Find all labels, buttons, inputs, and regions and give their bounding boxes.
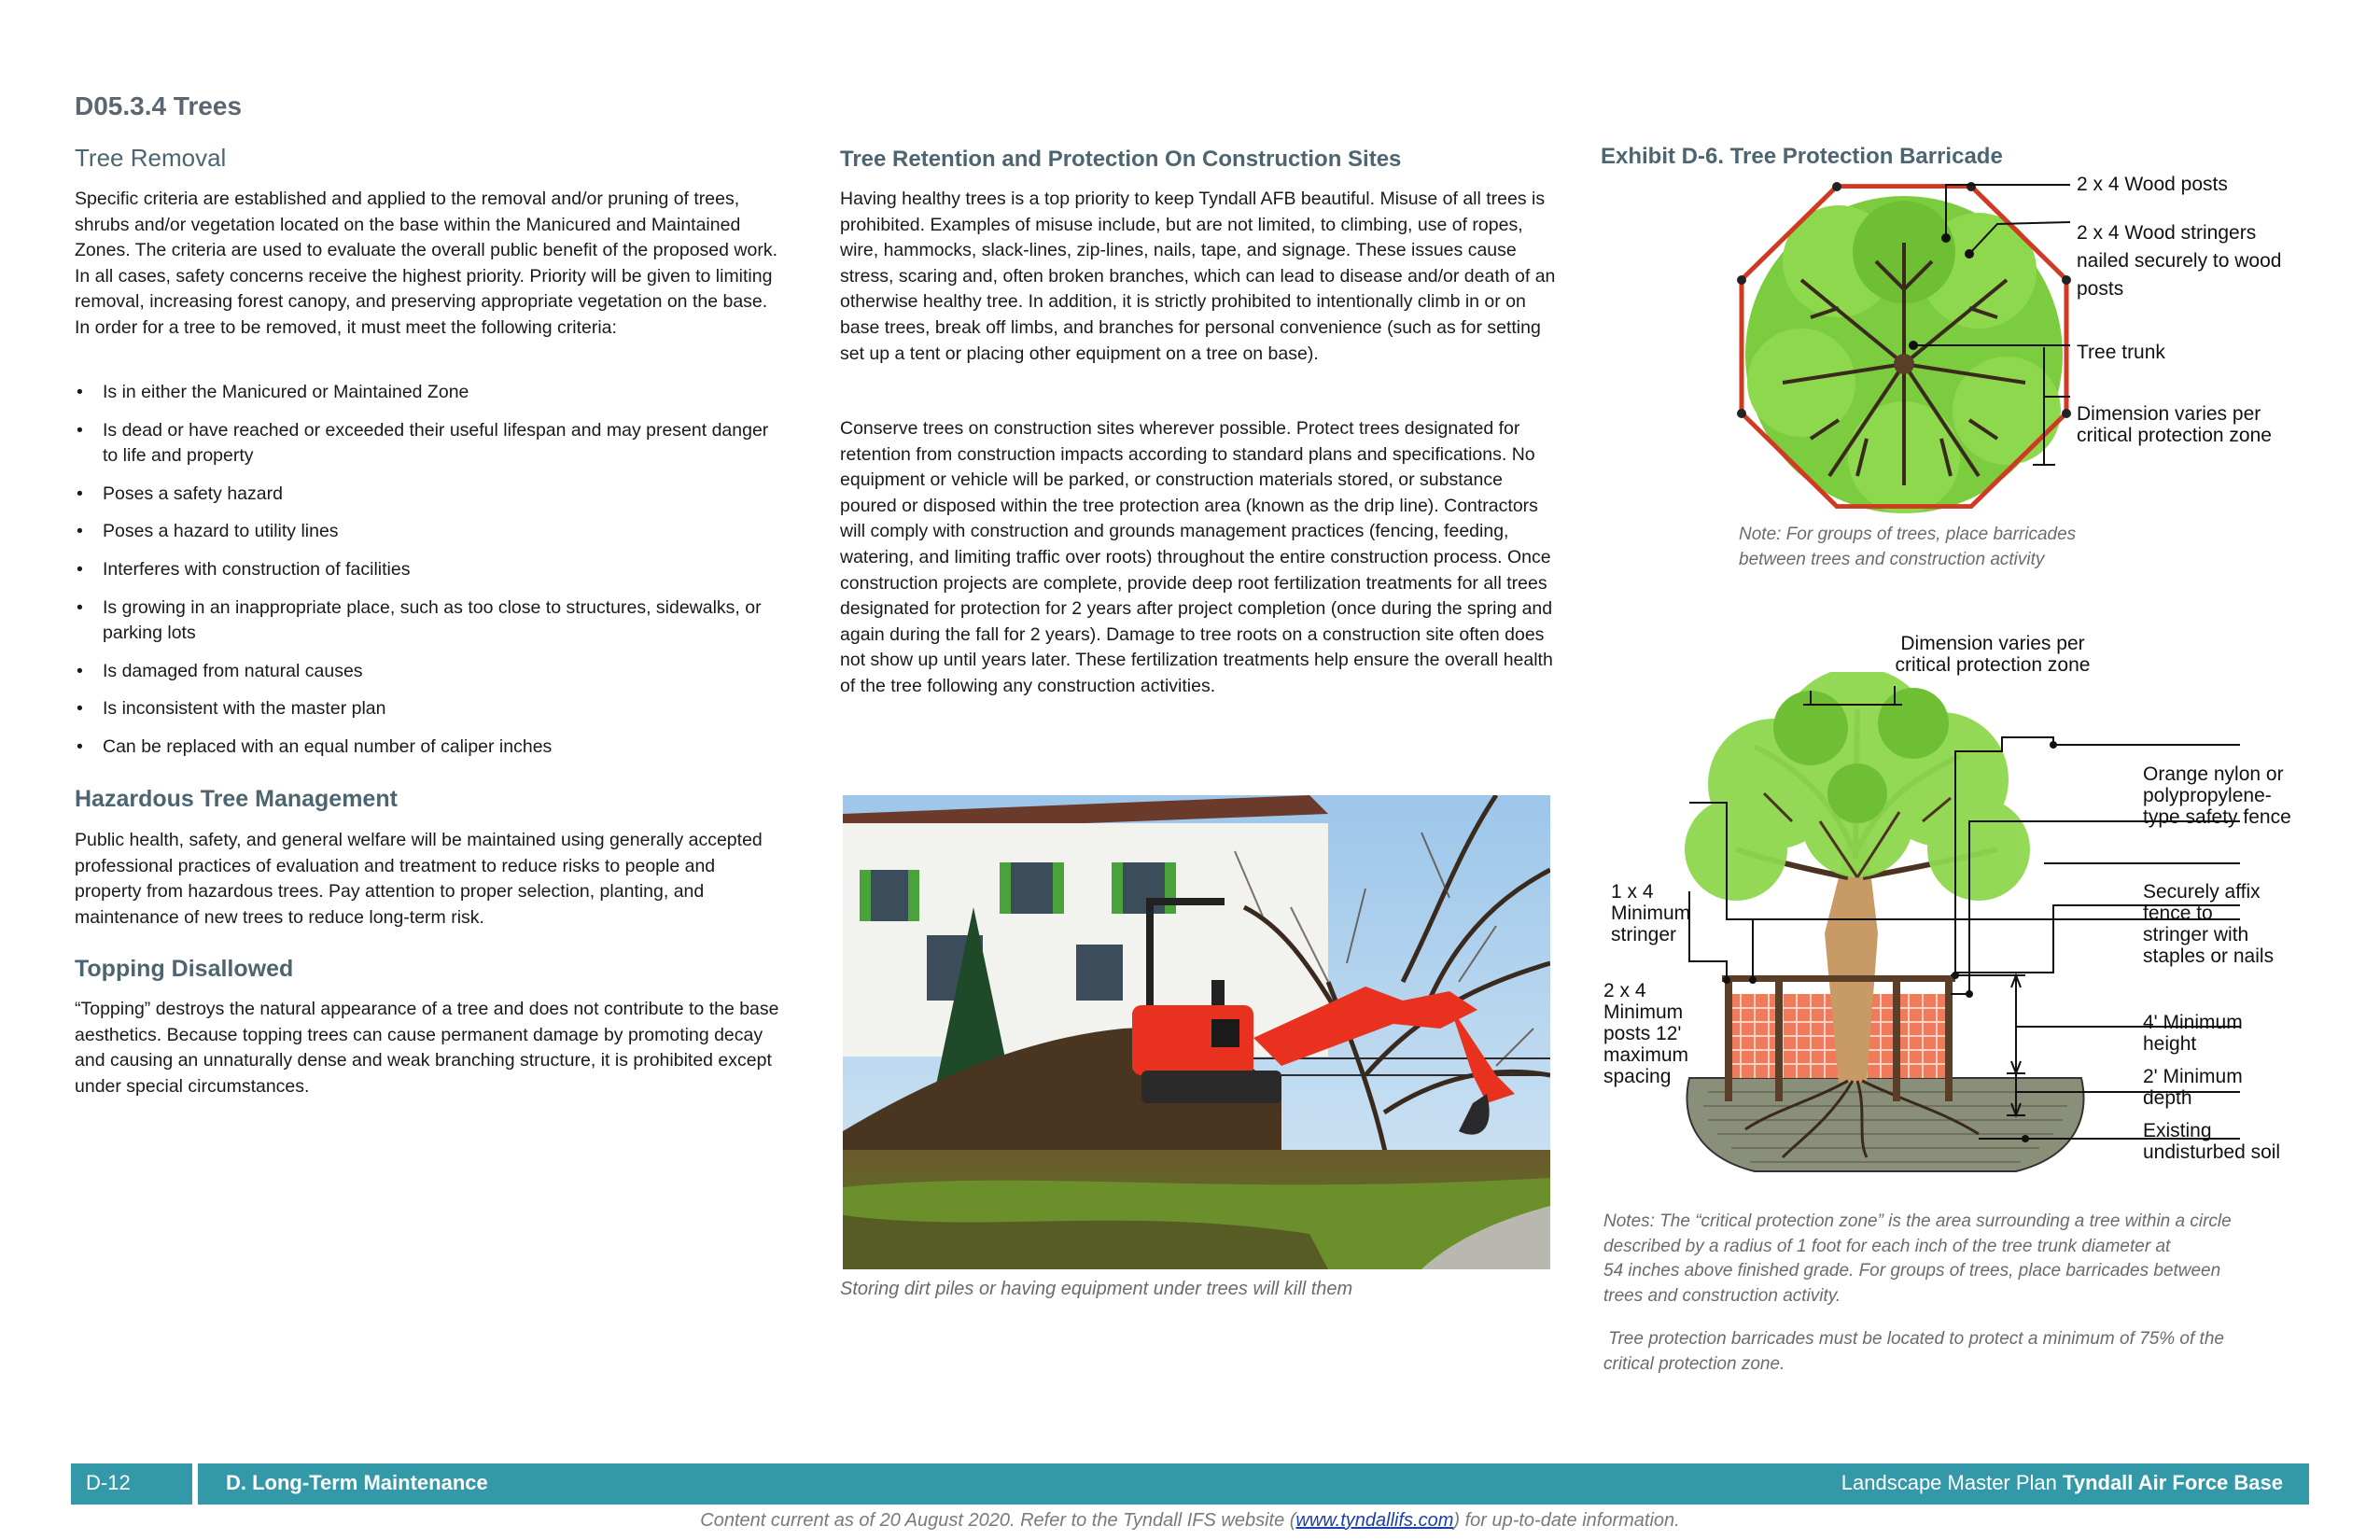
footer-chapter: D. Long-Term Maintenance <box>226 1471 488 1494</box>
label-undisturbed-soil: Existing undisturbed soil <box>2143 1120 2281 1163</box>
exhibit-notes-2: Tree protection barricades must be located to protect a minimum of 75% of the critical protection zone. <box>1603 1329 2224 1374</box>
website-link[interactable]: www.tyndallifs.com <box>1295 1510 1454 1531</box>
page-number: D-12 <box>86 1471 131 1494</box>
retention-paragraph-2: Conserve trees on construction sites wherever possible. Protect trees designated for retention from construction impacts according to standard plans and specifications. No equipment or vehicle will be parked, or construction materials stored, or substance poured or disposed within the tree protection area (known as the drip line). Contractors will comply with construction and grounds management practices (fencing, feeding, watering, and limiting traffic over roots) throughout the entire construction process. Once construction projects are complete, provide deep root fertilization treatments for all trees designated for protection for 2 years after project completion (once during the spring and again during the fall for 2 years). Damage to tree roots on a construction site often does not show up until years later. These fertilization treatments help ensure the overall health of the tree following any construction activities. <box>840 418 1553 696</box>
list-item: • Is damaged from natural causes <box>77 660 363 681</box>
photo-caption: Storing dirt piles or having equipment under trees will kill them <box>840 1279 1353 1299</box>
label-wood-stringers: 2 x 4 Wood stringers nailed securely to wood posts <box>2077 222 2282 300</box>
label-min-stringer: 1 x 4 Minimum stringer <box>1611 881 1691 945</box>
retention-paragraph-1: Having healthy trees is a top priority to keep Tyndall AFB beautiful. Misuse of all trees is prohibited. Examples of misuse include, but are not limited, to climbing, use of ropes, wire, hammocks, slack-lines, zip-lines, nails, tape, and signage. These issues cause stress, scaring and, often broken branches, which can lead to disease and/or death of an otherwise healthy tree. In addition, it is strictly prohibited to intentionally climb in or on base trees, break off limbs, and branches for personal convenience (such as for setting set up a tent or placing other equipment on a tree on base). <box>840 189 1556 364</box>
exhibit-notes: Notes: The “critical protection zone” is the area surrounding a tree within a circle described by a radius of 1 foot for each inch of the tree trunk diameter at 54 inches above finished grade. For groups of trees, place barricades between trees and construction activity. <box>1603 1211 2232 1306</box>
section-title: D05.3.4 Trees <box>75 91 243 120</box>
list-item: • Is growing in an inappropriate place, such as too close to structures, sidewalks, or parking lots <box>77 596 762 644</box>
label-plan-dimension: Dimension varies per critical protection zone <box>2077 403 2272 446</box>
excavator-scene-image <box>843 795 1550 1269</box>
hazardous-paragraph: Public health, safety, and general welfare will be maintained using generally accepted professional practices of evaluation and treatment to reduce risks to people and property from hazardous trees. Pay attention to proper selection, planting, and maintenance of new trees to reduce long-term risk. <box>75 830 763 928</box>
list-item: • Interferes with construction of facilities <box>77 558 411 580</box>
list-item: • Is dead or have reached or exceeded their useful lifespan and may present danger to life and property <box>77 419 769 467</box>
label-elev-dimension: Dimension varies per critical protection zone <box>1895 633 2091 676</box>
label-min-height: 4' Minimum height <box>2143 1012 2243 1055</box>
topping-heading: Topping Disallowed <box>75 956 294 982</box>
footer-page-box <box>71 1463 192 1505</box>
tree-removal-heading: Tree Removal <box>75 144 227 172</box>
tree-removal-paragraph: Specific criteria are established and applied to the removal and/or pruning of trees, shrubs and/or vegetation located on the base within the Manicured and Maintained Zones. The criteria are used to evaluate the overall public benefit of the proposed work. In all cases, safety concerns receive the highest priority. Priority will be given to limiting removal, increasing forest canopy, and preserving appropriate vegetation on the base. In order for a tree to be removed, it must meet the following criteria: <box>75 189 777 338</box>
top-stringer <box>1722 975 1955 982</box>
list-item: • Poses a hazard to utility lines <box>77 521 339 542</box>
footer-plan-title: Landscape Master Plan Tyndall Air Force Base <box>1841 1471 2283 1494</box>
footer-disclaimer: Content current as of 20 August 2020. Refer to the Tyndall IFS website (www.tyndallifs.com) for up-to-date information. <box>700 1510 1680 1531</box>
exhibit-title: Exhibit D-6. Tree Protection Barricade <box>1601 144 2003 169</box>
label-safety-fence: Orange nylon or polypropylene- type safety fence <box>2143 763 2291 828</box>
label-min-posts: 2 x 4 Minimum posts 12' maximum spacing <box>1603 980 1689 1087</box>
label-tree-trunk: Tree trunk <box>2077 342 2165 363</box>
label-min-depth: 2' Minimum depth <box>2143 1066 2243 1109</box>
removal-criteria-list <box>75 380 784 773</box>
label-affix-fence: Securely affix fence to stringer with staples or nails <box>2143 881 2275 967</box>
label-wood-posts: 2 x 4 Wood posts <box>2077 174 2228 195</box>
retention-heading: Tree Retention and Protection On Construction Sites <box>840 147 1402 172</box>
list-item: • Poses a safety hazard <box>77 483 283 504</box>
plan-note: Note: For groups of trees, place barricades between trees and construction activity <box>1739 525 2077 569</box>
footer-bar <box>198 1463 2309 1505</box>
construction-photo <box>843 795 1550 1269</box>
hazardous-heading: Hazardous Tree Management <box>75 786 398 812</box>
topping-paragraph: “Topping” destroys the natural appearance of a tree and does not contribute to the base aesthetics. Because topping trees can cause permanent damage by promoting decay and causing an unnaturally dense and weak branching structure, it is prohibited except under special circumstances. <box>75 999 779 1097</box>
list-item: • Is inconsistent with the master plan <box>77 698 386 720</box>
list-item: • Is in either the Manicured or Maintained Zone <box>77 382 469 402</box>
list-item: • Can be replaced with an equal number of caliper inches <box>77 735 553 757</box>
